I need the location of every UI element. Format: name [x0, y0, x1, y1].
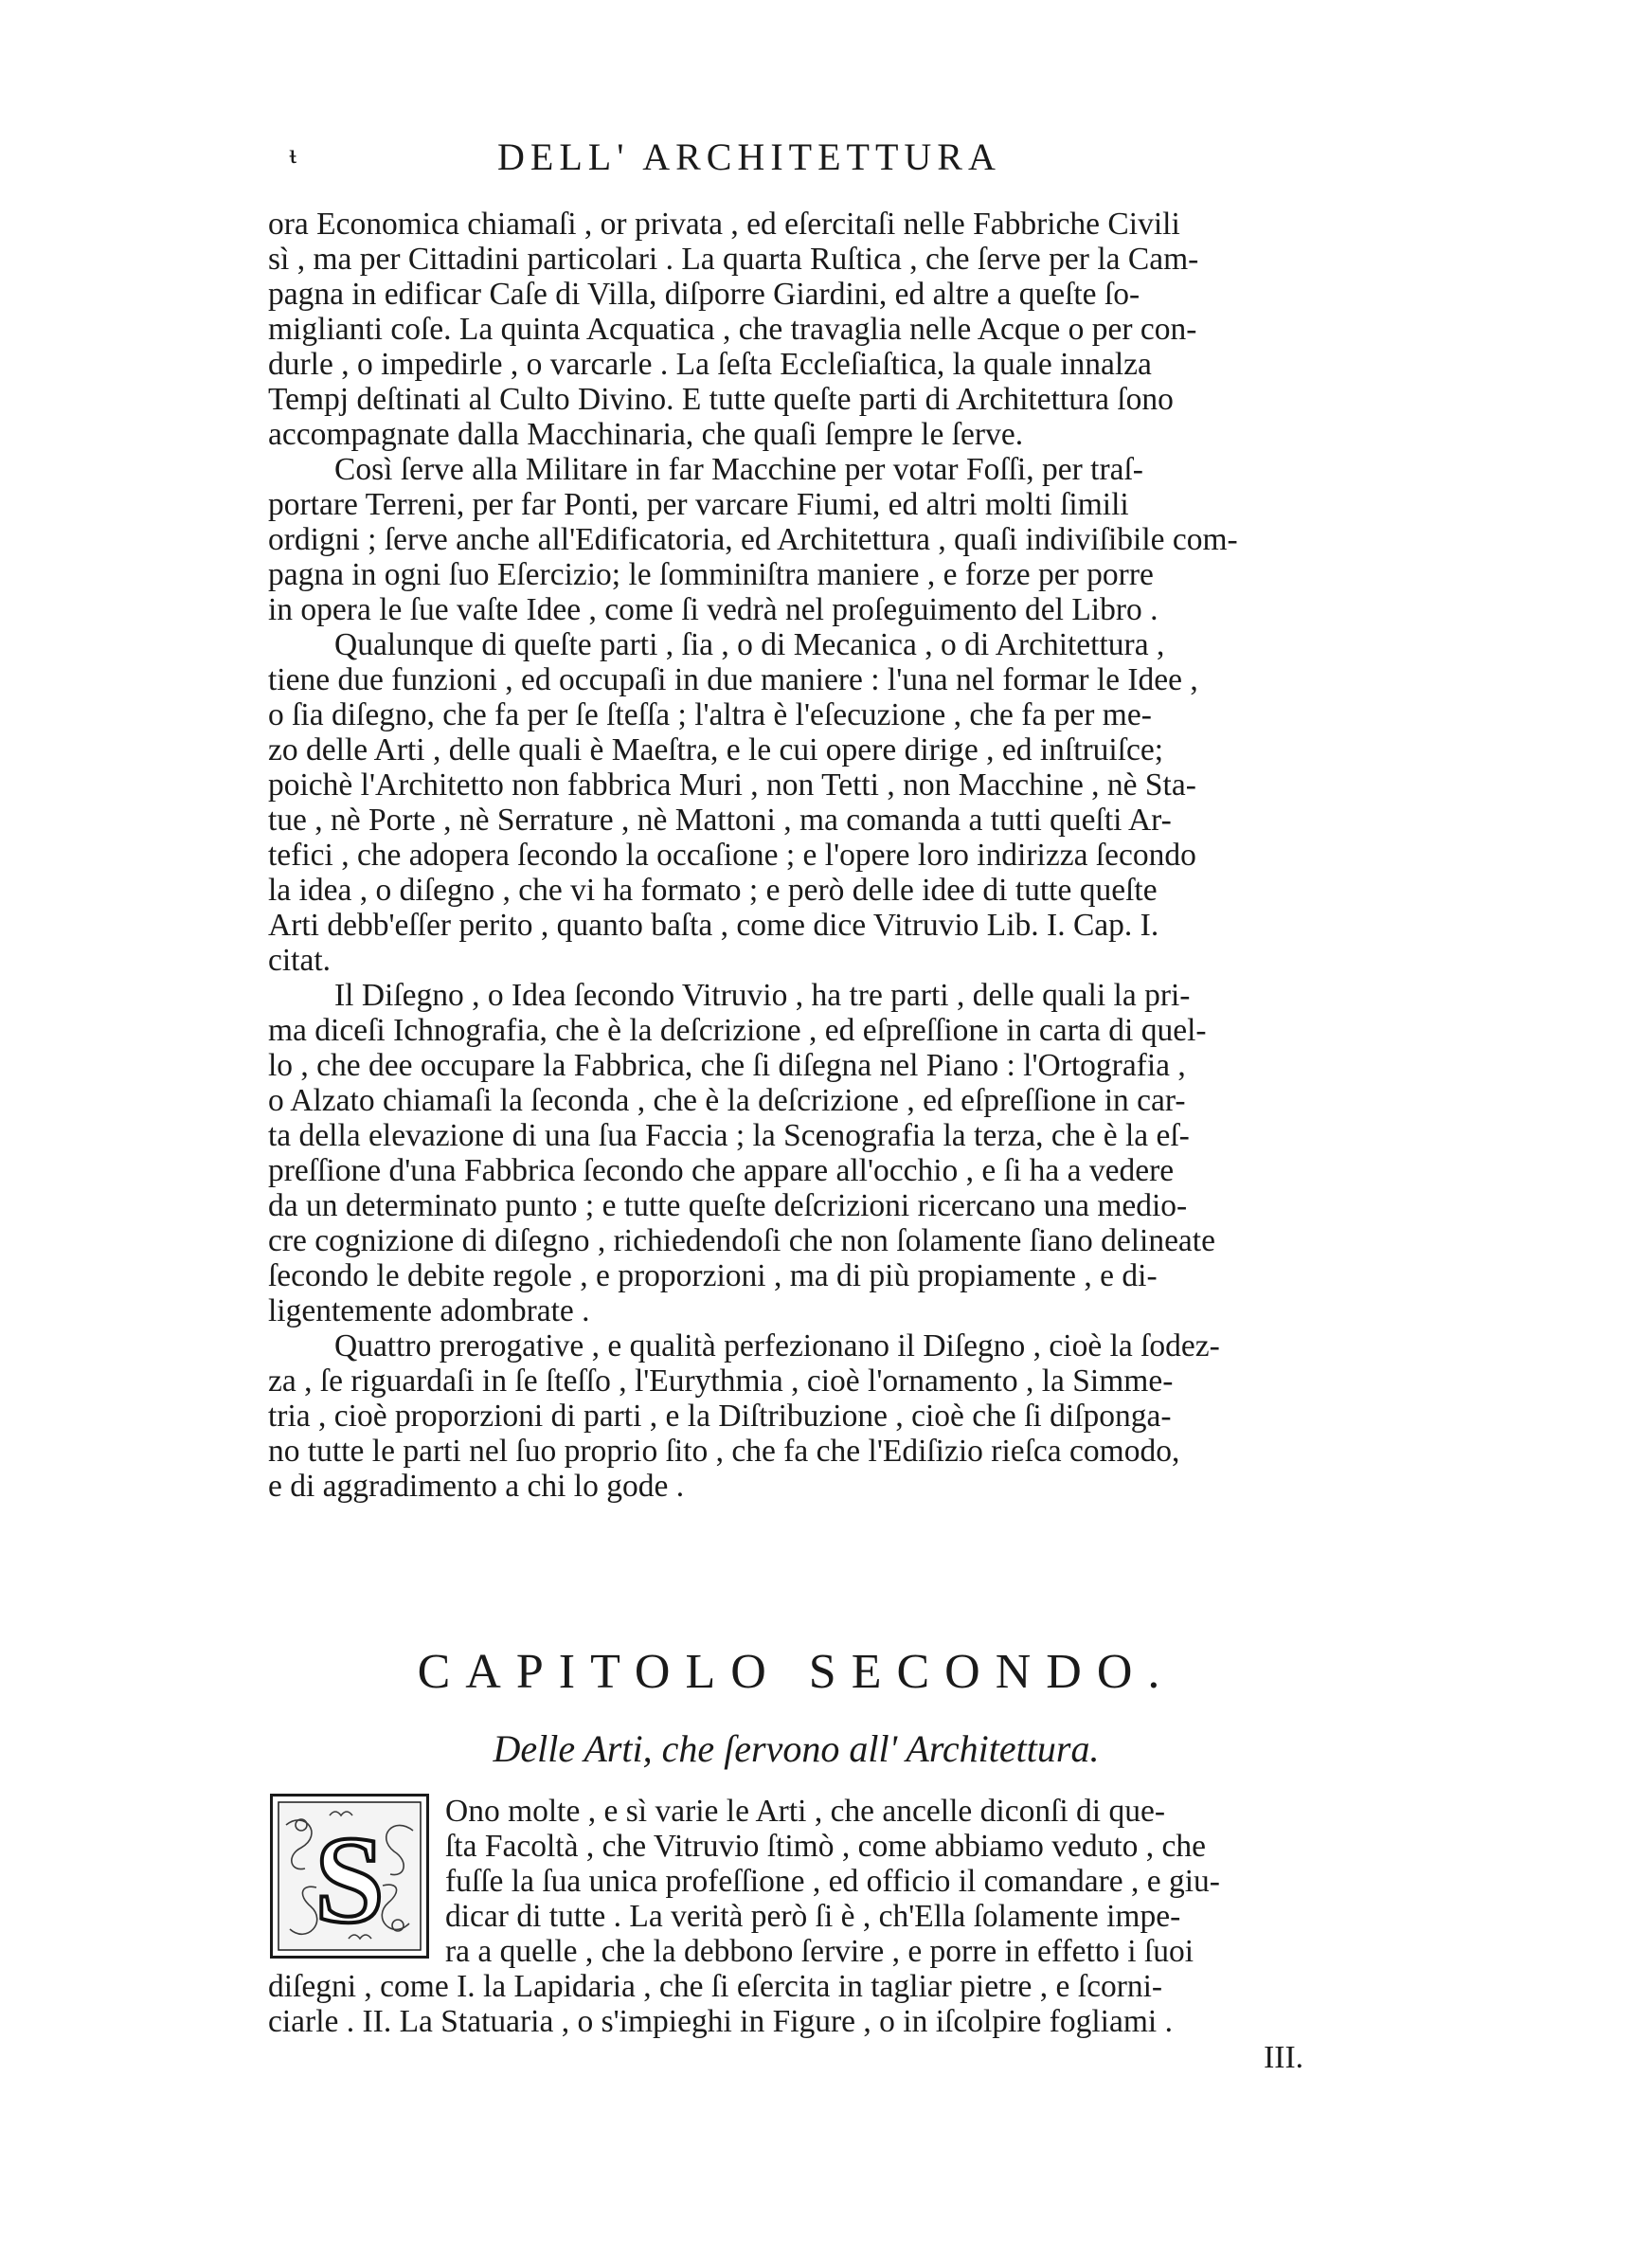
chapter-title: CAPITOLO SECONDO. — [417, 1645, 1176, 1699]
text-line: ta della elevazione di una ſua Faccia ; la Scenografia la terza, che è la eſ- — [268, 1118, 1190, 1153]
text-line: tria , cioè proporzioni di parti , e la Diſtribuzione , cioè che ſi diſponga- — [268, 1399, 1172, 1434]
text-line: accompagnate dalla Macchinaria, che quaſi ſempre le ſerve. — [268, 417, 1024, 452]
text-line: poichè l'Architetto non fabbrica Muri , non Tetti , non Macchine , nè Sta- — [268, 767, 1196, 803]
text-line: Ono molte , e sì varie le Arti , che ancelle diconſi di que- — [445, 1794, 1166, 1829]
text-line: Il Diſegno , o Idea ſecondo Vitruvio , ha tre parti , delle quali la pri- — [334, 978, 1191, 1013]
text-line: pagna in ogni ſuo Eſercizio; le ſomminiſtra maniere , e forze per porre — [268, 557, 1154, 592]
text-line: ra a quelle , che la debbono ſervire , e porre in effetto i ſuoi — [445, 1934, 1194, 1969]
text-line: zo delle Arti , delle quali è Maeſtra, e le cui opere dirige , ed inſtruiſce; — [268, 732, 1164, 767]
page-number: ᵼ — [289, 138, 297, 170]
text-line: miglianti coſe. La quinta Acquatica , che travaglia nelle Acque o per con- — [268, 312, 1197, 347]
text-line: ma diceſi Ichnografia, che è la deſcrizione , ed eſpreſſione in carta di quel- — [268, 1013, 1207, 1048]
text-line: cre cognizione di diſegno , richiedendoſi che non ſolamente ſiano delineate — [268, 1223, 1215, 1258]
text-line: ſta Facoltà , che Vitruvio ſtimò , come abbiamo veduto , che — [445, 1829, 1207, 1864]
ornamental-drop-cap — [270, 1794, 429, 1959]
running-title: DELL' ARCHITETTURA — [497, 135, 1001, 178]
text-line: ligentemente adombrate . — [268, 1293, 590, 1328]
text-line: Così ſerve alla Militare in far Macchine per votar Foſſi, per traſ- — [334, 452, 1143, 487]
text-line: Tempj deſtinati al Culto Divino. E tutte queſte parti di Architettura ſono — [268, 382, 1174, 417]
text-line: dicar di tutte . La verità però ſi è , ch'Ella ſolamente impe- — [445, 1899, 1181, 1934]
text-line: Qualunque di queſte parti , ſia , o di Mecanica , o di Architettura , — [334, 627, 1165, 662]
text-line: in opera le ſue vaſte Idee , come ſi vedrà nel proſeguimento del Libro . — [268, 592, 1158, 627]
text-line: preſſione d'una Fabbrica ſecondo che appare all'occhio , e ſi ha a vedere — [268, 1153, 1175, 1188]
text-line: diſegni , come I. la Lapidaria , che ſi eſercita in tagliar pietre , e ſcorni- — [268, 1969, 1163, 2004]
text-line: citat. — [268, 943, 332, 978]
text-line: e di aggradimento a chi lo gode . — [268, 1469, 685, 1504]
running-head — [270, 135, 1340, 182]
text-line: sì , ma per Cittadini particolari . La quarta Ruſtica , che ſerve per la Cam- — [268, 242, 1199, 277]
drop-cap-paragraph — [445, 1794, 1326, 1969]
text-line: tiene due funzioni , ed occupaſi in due maniere : l'una nel formar le Idee , — [268, 662, 1198, 697]
text-line: ordigni ; ſerve anche all'Edificatoria, ed Architettura , quaſi indiviſibile com- — [268, 522, 1238, 557]
text-line: lo , che dee occupare la Fabbrica, che ſi diſegna nel Piano : l'Ortografia , — [268, 1048, 1186, 1083]
catchword: III. — [1264, 2040, 1303, 2075]
text-line: tue , nè Porte , nè Serrature , nè Mattoni , ma comanda a tutti queſti Ar- — [268, 803, 1172, 838]
text-line: portare Terreni, per far Ponti, per varcare Fiumi, ed altri molti ſimili — [268, 487, 1129, 522]
text-line: ora Economica chiamaſi , or privata , ed eſercitaſi nelle Fabbriche Civili — [268, 207, 1180, 242]
drop-cap-letter: S — [314, 1810, 385, 1949]
text-line: no tutte le parti nel ſuo proprio ſito , che fa che l'Ediſizio rieſca comodo, — [268, 1434, 1180, 1469]
text-line: Quattro prerogative , e qualità perfezionano il Diſegno , cioè la ſodez- — [334, 1328, 1220, 1363]
text-line: ciarle . II. La Statuaria , o s'impieghi in Figure , o in iſcolpire fogliami . — [268, 2004, 1173, 2039]
drop-cap-ornament — [273, 1797, 426, 1956]
text-line: ſecondo le debite regole , e proporzioni , ma di più propiamente , e di- — [268, 1258, 1158, 1293]
paragraph-continuation — [268, 1969, 1324, 2039]
text-line: la idea , o diſegno , che vi ha formato ; e però delle idee di tutte queſte — [268, 873, 1158, 908]
text-line: pagna in edificar Caſe di Villa, diſporre Giardini, ed altre a queſte ſo- — [268, 277, 1140, 312]
text-line: za , ſe riguardaſi in ſe ſteſſo , l'Eurythmia , cioè l'ornamento , la Simme- — [268, 1363, 1174, 1399]
chapter-subtitle: Delle Arti, che ſervono all' Architettura. — [493, 1727, 1100, 1770]
text-line: durle , o impedirle , o varcarle . La ſeſta Eccleſiaſtica, la quale innalza — [268, 347, 1152, 382]
text-line: o ſia diſegno, che fa per ſe ſteſſa ; l'altra è l'eſecuzione , che fa per me- — [268, 697, 1152, 732]
text-line: da un determinato punto ; e tutte queſte deſcrizioni ricercano una medio- — [268, 1188, 1188, 1223]
text-line: fuſſe la ſua unica profeſſione , ed officio il comandare , e giu- — [445, 1864, 1220, 1899]
text-line: Arti debb'eſſer perito , quanto baſta , come dice Vitruvio Lib. I. Cap. I. — [268, 908, 1159, 943]
text-line: o Alzato chiamaſi la ſeconda , che è la deſcrizione , ed eſpreſſione in car- — [268, 1083, 1186, 1118]
body-text — [268, 207, 1324, 1504]
text-line: tefici , che adopera ſecondo la occaſione ; e l'opere loro indirizza ſecondo — [268, 838, 1196, 873]
